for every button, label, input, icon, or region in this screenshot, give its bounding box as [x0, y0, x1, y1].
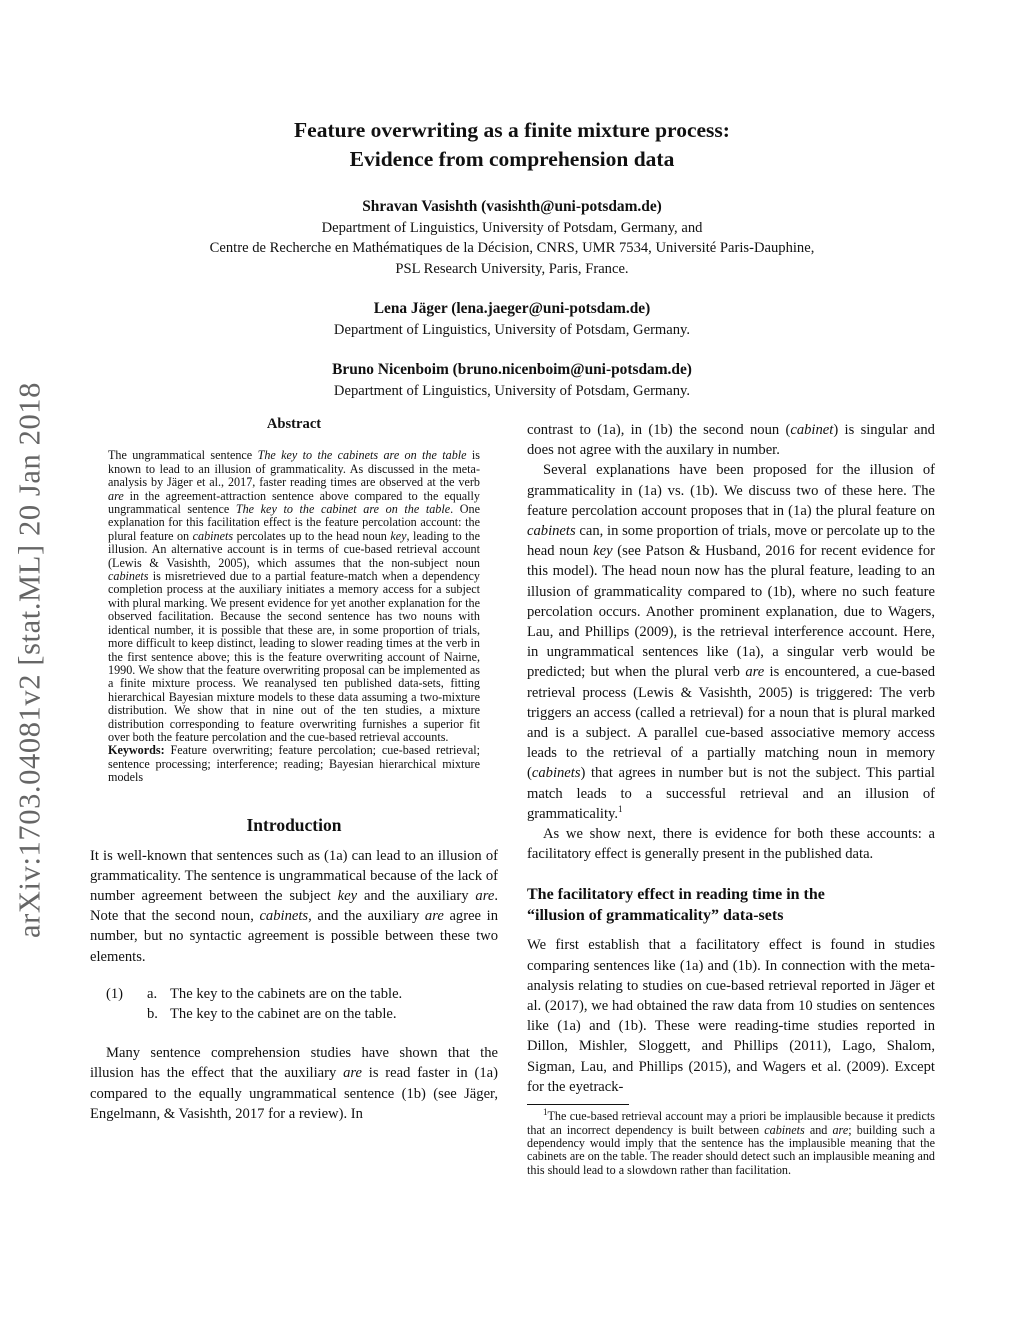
example-sentence: The key to the cabinets are on the table.: [170, 985, 403, 1002]
paper-title: [110, 116, 914, 174]
abstract: [90, 418, 498, 785]
affiliation-line: Department of Linguistics, University of Potsdam, Germany.: [333, 382, 691, 399]
keywords-label: Keywords:: [108, 743, 165, 758]
paragraph-continued: contrast to (1a), in (1b) the second noun (cabinet) is singular and does not agree with the auxilary in number.: [527, 422, 935, 459]
abstract-text: The ungrammatical sentence The key to the cabinets are on the table is known to lead to an illusion of grammaticality. As discussed in the meta-analysis by Jäger et al., 2017, faster reading times are observed at the verb are in the agreement-attraction sentence above compared to the equally ungrammatical sentence The key to the cabinet are on the table. One explanation for this facilitation effect is the feature percolation account: the plural feature on cabinets percolates up to the head noun key, leading to the illusion. An alternative account is in terms of cue-based retrieval account (Lewis & Vasishth, 2005), which assumes that the non-subject noun cabinets is misretrieved due to a partial feature-match when a dependency completion process at the auxiliary initiates a memory access for a subject with plural marking. We present evidence for yet another explanation for the observed facilitation. Because the second sentence has two nouns with identical number, it is possible that these are, in some proportion of trials, more difficult to keep distinct, leading to slower reading times at the verb in the first sentence above; this is the feature overwriting account of Nairne, 1990. We show that the feature overwriting proposal can be implemented as a finite mixture process. We reanalysed ten published data-sets, fitting hierarchical Bayesian mixture models to these data assuming a two-mixture distribution. We show that in nine out of the ten studies, a mixture distribution corresponding to feature overwriting furnishes a superior fit over both the feature percolation and the cue-based retrieval accounts.: [108, 448, 481, 744]
author-name: Lena Jäger (lena.jaeger@uni-potsdam.de): [373, 300, 651, 317]
title-line-1: Feature overwriting as a finite mixture process:: [294, 118, 730, 142]
author-block-2: [110, 299, 914, 340]
paragraph-explanations: Several explanations have been proposed for the illusion of grammaticality in (1a) vs. (1b). We discuss two of these here. The feature percolation account proposes that in (1a) the plural feature on cabinets can, in some proportion of trials, move or percolate up to the head noun key (see Patson & Husband, 2016 for recent evidence for this model). The head noun now has the plural feature, leading to an illusion of grammaticality compared to (1b), where no such feature percolation occurs. Another prominent explanation, due to Wagers, Lau, and Phillips (2009), is the retrieval interference account. Here, in ungrammatical sentences like (1a), a singular verb would be predicted; but when the plural verb are is encountered, a cue-based retrieval process (Lewis & Vasishth, 2005) is triggered: The verb triggers an access (called a retrieval) for a noun that is plural marked and is a subject. A parallel cue-based associative memory access leads to the retrieval of a partially matching noun in memory (cabinets) that agrees in number but is not the subject. This partial match leads to a successful retrieval and an illusion of grammaticality.$^1$: [527, 462, 936, 822]
author-name: Shravan Vasishth (vasishth@uni-potsdam.de): [362, 198, 662, 215]
paper-header: [110, 116, 914, 401]
keywords: [108, 744, 480, 784]
keywords-text: Feature overwriting; feature percolation; cue-based retrieval; sentence processing; interference; reading; Bayesian hierarchical mixture models: [108, 743, 480, 785]
affiliation-line: Department of Linguistics, University of Potsdam, Germany.: [333, 321, 691, 338]
paragraph-evidence: As we show next, there is evidence for both these accounts: a facilitatory effect is generally present in the published data.: [527, 826, 935, 863]
footnote-divider: [527, 1104, 629, 1105]
arxiv-side-identifier: [4, 360, 56, 960]
author-name: Bruno Nicenboim (bruno.nicenboim@uni-potsdam.de): [332, 361, 692, 378]
example-row-b: [90, 1004, 498, 1024]
author-block-1: [110, 197, 914, 279]
author-block-3: [110, 360, 914, 401]
intro-paragraph-1: It is well-known that sentences such as (1a) can lead to an illusion of grammaticality. The sentence is ungrammatical because of the lack of number agreement between the subject key and the auxiliary are. Note that the second noun, cabinets, and the auxiliary are agree in number, but no syntactic agreement is possible between these two elements.: [90, 847, 498, 965]
title-line-2: Evidence from comprehension data: [349, 147, 675, 171]
arxiv-identifier-text: arXiv:1703.04081v2 [stat.ML] 20 Jan 2018: [12, 382, 47, 938]
abstract-heading: Abstract: [266, 416, 322, 432]
example-row-a: [90, 984, 498, 1004]
affiliation-line: Centre de Recherche en Mathématiques de la Décision, CNRS, UMR 7534, Université Paris-Dauphine,: [209, 240, 815, 256]
footnote-ref[interactable]: 1: [618, 804, 623, 814]
affiliation-line: PSL Research University, Paris, France.: [395, 260, 629, 277]
example-sentence: The key to the cabinet are on the table.: [170, 1005, 397, 1022]
example-label: a.: [147, 985, 158, 1002]
example-label: b.: [147, 1005, 158, 1022]
right-column: [527, 420, 935, 1177]
paragraph-facilitatory: We first establish that a facilitatory effect is found in studies comparing sentences like (1a) and (1b). In connection with the meta-analysis relating to studies on cue-based retrieval reported in Jäger et al. (2017), we had obtained the raw data from 10 studies on sentences like (1a) and (1b). These were reading-time studies reported in Dillon, Mishler, Sloggett, and Phillips (2011), Lago, Shalom, Sigman, Lau, and Phillips (2015), and Wagers et al. (2009). Except for the eyetrack-: [527, 937, 935, 1095]
example-block: [90, 984, 498, 1024]
introduction-heading: Introduction: [246, 814, 342, 835]
footnote-marker: 1: [543, 1107, 548, 1118]
affiliation-line: Department of Linguistics, University of Potsdam, Germany, and: [321, 219, 703, 236]
example-number: (1): [106, 985, 124, 1002]
footnote-1: $^1$The cue-based retrieval account may a priori be implausible because it predicts that an incorrect dependency is built between cabinets and are; building such a dependency would imply that the sentence has the implausible meaning that the cabinets are on the table. The reader should detect such an implausible meaning and this should lead to a slowdown rather than facilitation.: [527, 1107, 935, 1177]
section-heading-facilitatory: The facilitatory effect in reading time in the “illusion of grammaticality” data-sets: [527, 886, 825, 925]
left-column: [90, 418, 498, 1124]
intro-paragraph-2: Many sentence comprehension studies have shown that the illusion has the effect that the auxiliary are is read faster in (1a) compared to the equally ungrammatical sentence (1b) (see Jäger, Engelmann, & Vasishth, 2017 for a review). In: [90, 1045, 499, 1122]
